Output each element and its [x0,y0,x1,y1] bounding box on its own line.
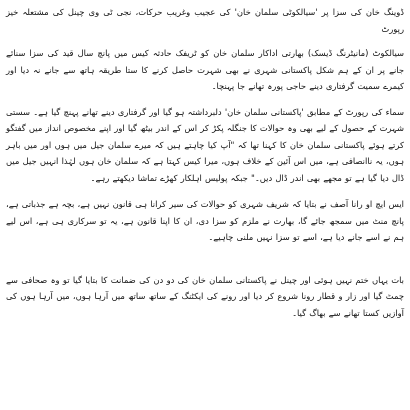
article-paragraph-ending: بات یہاں ختم نہیں ہوئی اور چینل نے پاکستانی سلمان خان کی دو دن کی ضمانت کا بتایا گیا تو وہ صحافی سے چمٹ گیا اور زار و قطار رونا شروع کر دیا اور رونے کی ایکٹنگ کے ساتھ ساتھ میں آرہا ہوں، میں آرہا ہوں کی آوازیں کستا تھانے سے بھاگ گیا۔ [6,274,404,318]
article-paragraph-intro: سیالکوٹ (مانیٹرنگ ڈیسک) بھارتی اداکار سلمان خان کو ٹریفک حادثہ کیس میں پانچ سال قید کی سزا سنائے جانے پر ان کے ہم شکل پاکستانی شہری نے بھی شہرت حاصل کرنے کا ستا طریقہ ہاتھ سے جانے نہ دیا اور کیمرے سمیت گرفتاری دینے حاجی پورہ تھانے جا پہنچا۔ [6,48,404,91]
article-paragraph-sho-statement: ایس ایچ او رانا آصف نے بتایا کہ شریف شہری کو حوالات کی سیر کرانا ہی قانون نہیں ہے، بچہ ہے جذباتی ہے، پانچ منٹ میں سمجھ جائے گا، بھارت نے ملزم کو سزا دی، ان کا اپنا قانون ہے، یہ تو سرکاری ہی ہے، اس لیے ہم نے اسے جانے دیا ہے، اسے تو سزا نہیں ملنی چاہیے۔ [6,199,404,242]
article-paragraph-report: سماء کی رپورٹ کے مطابق 'پاکستانی سلمان خان' دلبرداشتہ ہو گیا اور گرفتاری دینے تھانے پہنچ گیا ہے۔ سستی شہرت کے حصول کے لیے بھی وہ حوالات کا جنگلہ پکڑ کر اس کے اندر بیٹھ گیا اور اپنے مخصوص انداز میں گفتگو کرتے ہوئے پاکستانی سلمان خان کا کہنا تھا کہ "آپ کیا چاہتے ہیں کہ میرے سلمان جیل میں ہوں اور میں باہر ہوں، یہ ناانصافی ہے، میں اس آئین کے خلاف ہوں، میرا کیس کہتا ہے کہ سلمان خان ہوں لہٰذا انہیں جیل میں ڈال دیا گیا ہے تو مجھے بھی اندر ڈال دیں۔" جبکہ پولیس اہلکار کھڑے تماشا دیکھتے رہے۔ [6,106,404,183]
article-headline-paragraph: ڈوینگ خان کی سزا پر 'سیالکوٹی سلمان خان' کی عجیب وغریب حرکات، نجی ٹی وی چینل کی مشتعلہ خیز رپورٹ [6,7,404,34]
